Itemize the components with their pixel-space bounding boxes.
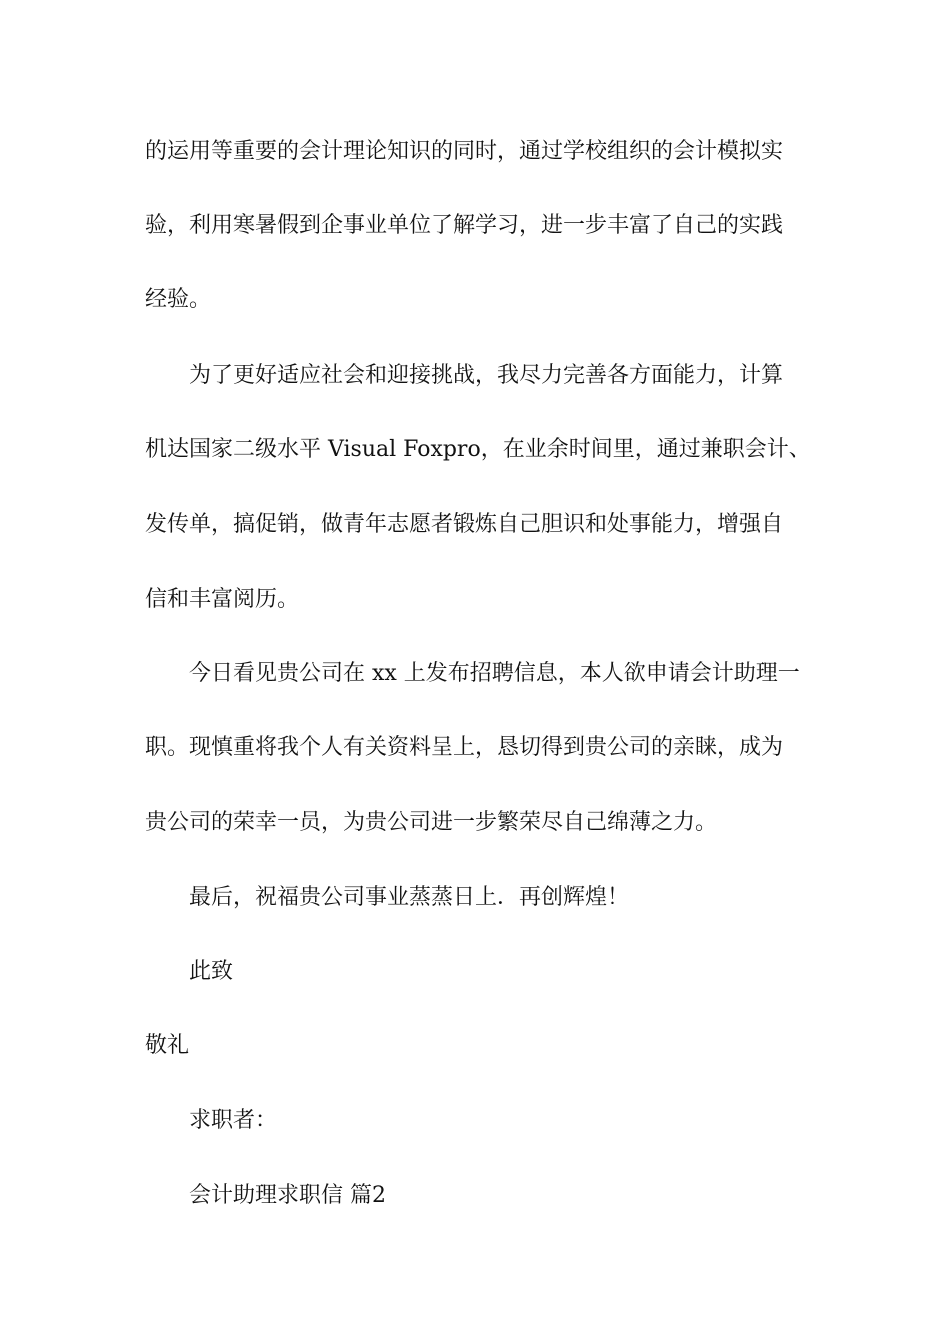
applicant-signature-label: 求职者： — [189, 1108, 278, 1133]
salutation-ci-zhi: 此致 — [189, 959, 234, 984]
paragraph-line: 职。现慎重将我个人有关资料呈上，恳切得到贵公司的亲睐，成为 — [145, 735, 784, 760]
paragraph-line: 机达国家二级水平 Visual Foxpro，在业余时间里，通过兼职会计、 — [145, 437, 811, 462]
paragraph-line: 为了更好适应社会和迎接挑战，我尽力完善各方面能力，计算 — [189, 363, 784, 388]
salutation-jing-li: 敬礼 — [145, 1033, 190, 1058]
paragraph-line: 今日看见贵公司在 xx 上发布招聘信息，本人欲申请会计助理一 — [189, 661, 800, 686]
paragraph-line: 信和丰富阅历。 — [145, 587, 300, 612]
paragraph-line: 发传单，搞促销，做青年志愿者锻炼自己胆识和处事能力，增强自 — [145, 512, 784, 537]
paragraph-line: 贵公司的荣幸一员，为贵公司进一步繁荣尽自己绵薄之力。 — [145, 810, 718, 835]
closing-wish: 最后，祝福贵公司事业蒸蒸日上．再创辉煌！ — [189, 885, 630, 910]
section-heading: 会计助理求职信 篇2 — [189, 1183, 386, 1208]
paragraph-line: 验，利用寒暑假到企事业单位了解学习，进一步丰富了自己的实践 — [145, 213, 784, 238]
paragraph-line: 的运用等重要的会计理论知识的同时，通过学校组织的会计模拟实 — [145, 139, 784, 164]
paragraph-line: 经验。 — [145, 287, 212, 312]
